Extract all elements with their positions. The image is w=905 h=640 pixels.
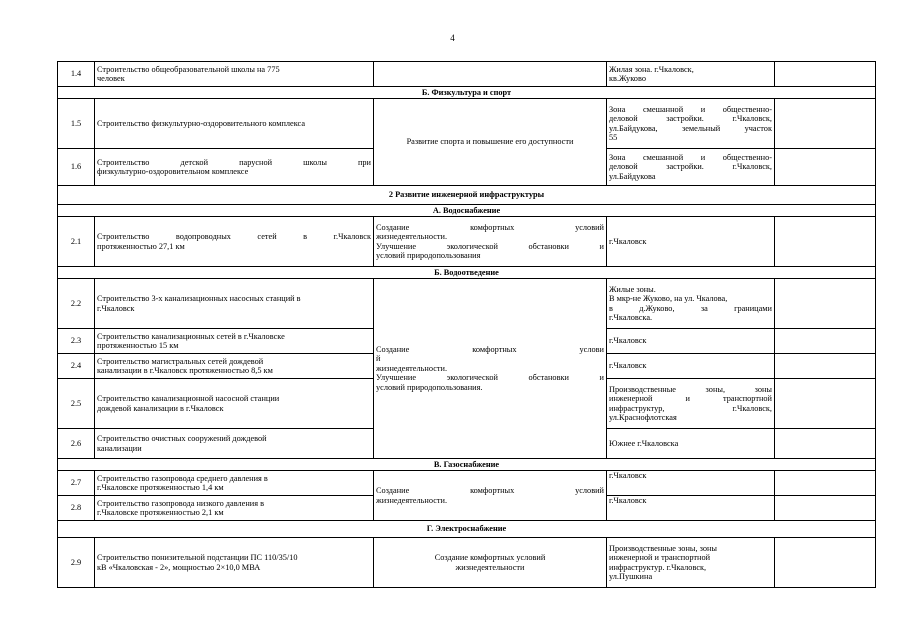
purpose-cell: Создание комфортных условий жизнедеятельности. (374, 471, 607, 521)
location-cell: г.Чкаловск (607, 217, 775, 267)
object-name: Строительство канализационных сетей в г.Чкаловске протяженностью 15 км (95, 329, 374, 354)
row-number: 2.7 (58, 471, 95, 496)
purpose-cell: Создание комфортных условий жизнедеятельности. Улучшение экологической обстановки и условий природопользования (374, 217, 607, 267)
object-name: Строительство общеобразовательной школы на 775 человек (95, 62, 374, 87)
table-row (58, 62, 876, 87)
measures-table (57, 61, 876, 588)
section-header: 2 Развитие инженерной инфраструктуры (58, 186, 876, 205)
object-name: Строительство газопровода среднего давления в г.Чкаловске протяженностью 1,4 км (95, 471, 374, 496)
location-cell: г.Чкаловск (607, 496, 775, 521)
section-header: А. Водоснабжение (58, 205, 876, 217)
row-number: 1.5 (58, 99, 95, 149)
purpose-cell: Создание комфортных условий жизнедеятельности (374, 538, 607, 588)
location-cell: Производственные зоны, зоны инженерной и транспортной инфраструктур, г.Чкаловск, ул.Краснофлотская (607, 379, 775, 429)
empty-cell (775, 379, 876, 429)
empty-cell (775, 429, 876, 459)
object-name: Строительство 3-х канализационных насосных станций в г.Чкаловск (95, 279, 374, 329)
location-cell: Зона смешанной и общественно- деловой застройки. г.Чкаловск, ул.Байдукова (607, 149, 775, 186)
page-number: 4 (450, 33, 455, 43)
section-header: В. Газоснабжение (58, 459, 876, 471)
location-cell: г.Чкаловск (607, 329, 775, 354)
empty-cell (775, 354, 876, 379)
row-number: 2.4 (58, 354, 95, 379)
object-name: Строительство понизительной подстанции ПС 110/35/10 кВ «Чкаловская - 2», мощностью 2×10,0 МВА (95, 538, 374, 588)
empty-cell (775, 279, 876, 329)
object-name: Строительство канализационной насосной станции дождевой канализации в г.Чкаловск (95, 379, 374, 429)
location-cell: Жилая зона. г.Чкаловск, кв.Жуково (607, 62, 775, 87)
purpose-cell (374, 62, 607, 87)
row-number: 2.5 (58, 379, 95, 429)
section-header: Б. Физкультура и спорт (58, 87, 876, 99)
section-header: Г. Электроснабжение (58, 521, 876, 538)
purpose-cell: Создание комфортных услови й жизнедеятельности. Улучшение экологической обстановки и условий природопользования. (374, 279, 607, 459)
location-cell: Южнее г.Чкаловска (607, 429, 775, 459)
row-number: 2.9 (58, 538, 95, 588)
section-header: Б. Водоотведение (58, 267, 876, 279)
object-name: Строительство детской парусной школы при физкультурно-оздоровительном комплексе (95, 149, 374, 186)
location-cell: г.Чкаловск (607, 471, 775, 496)
row-number: 2.3 (58, 329, 95, 354)
location-cell: Жилые зоны. В мкр-не Жуково, на ул. Чкалова, в д.Жуково, за границами г.Чкаловска. (607, 279, 775, 329)
row-number: 2.1 (58, 217, 95, 267)
purpose-cell: Развитие спорта и повышение его доступности (374, 99, 607, 186)
object-name: Строительство магистральных сетей дождевой канализации в г.Чкаловск протяженностью 8,5 км (95, 354, 374, 379)
table-row (58, 279, 876, 329)
object-name: Строительство физкультурно-оздоровительного комплекса (95, 99, 374, 149)
row-number: 2.8 (58, 496, 95, 521)
empty-cell (775, 62, 876, 87)
section-header-row (58, 205, 876, 217)
table-row (58, 99, 876, 149)
row-number: 2.2 (58, 279, 95, 329)
empty-cell (775, 496, 876, 521)
object-name: Строительство очистных сооружений дождевой канализации (95, 429, 374, 459)
object-name: Строительство газопровода низкого давления в г.Чкаловске протяженностью 2,1 км (95, 496, 374, 521)
section-header-row (58, 521, 876, 538)
table-row (58, 217, 876, 267)
empty-cell (775, 217, 876, 267)
row-number: 1.4 (58, 62, 95, 87)
section-header-row (58, 87, 876, 99)
location-cell: Зона смешанной и общественно- деловой застройки. г.Чкаловск, ул.Байдукова, земельный участок 55 (607, 99, 775, 149)
table-row (58, 538, 876, 588)
empty-cell (775, 538, 876, 588)
row-number: 2.6 (58, 429, 95, 459)
section-header-row (58, 186, 876, 205)
row-number: 1.6 (58, 149, 95, 186)
location-cell: Производственные зоны, зоны инженерной и транспортной инфраструктур. г.Чкаловск, ул.Пушкина (607, 538, 775, 588)
section-header-row (58, 267, 876, 279)
empty-cell (775, 99, 876, 149)
table-row (58, 471, 876, 496)
empty-cell (775, 329, 876, 354)
object-name: Строительство водопроводных сетей в г.Чкаловск протяженностью 27,1 км (95, 217, 374, 267)
location-cell: г.Чкаловск (607, 354, 775, 379)
empty-cell (775, 471, 876, 496)
section-header-row (58, 459, 876, 471)
empty-cell (775, 149, 876, 186)
